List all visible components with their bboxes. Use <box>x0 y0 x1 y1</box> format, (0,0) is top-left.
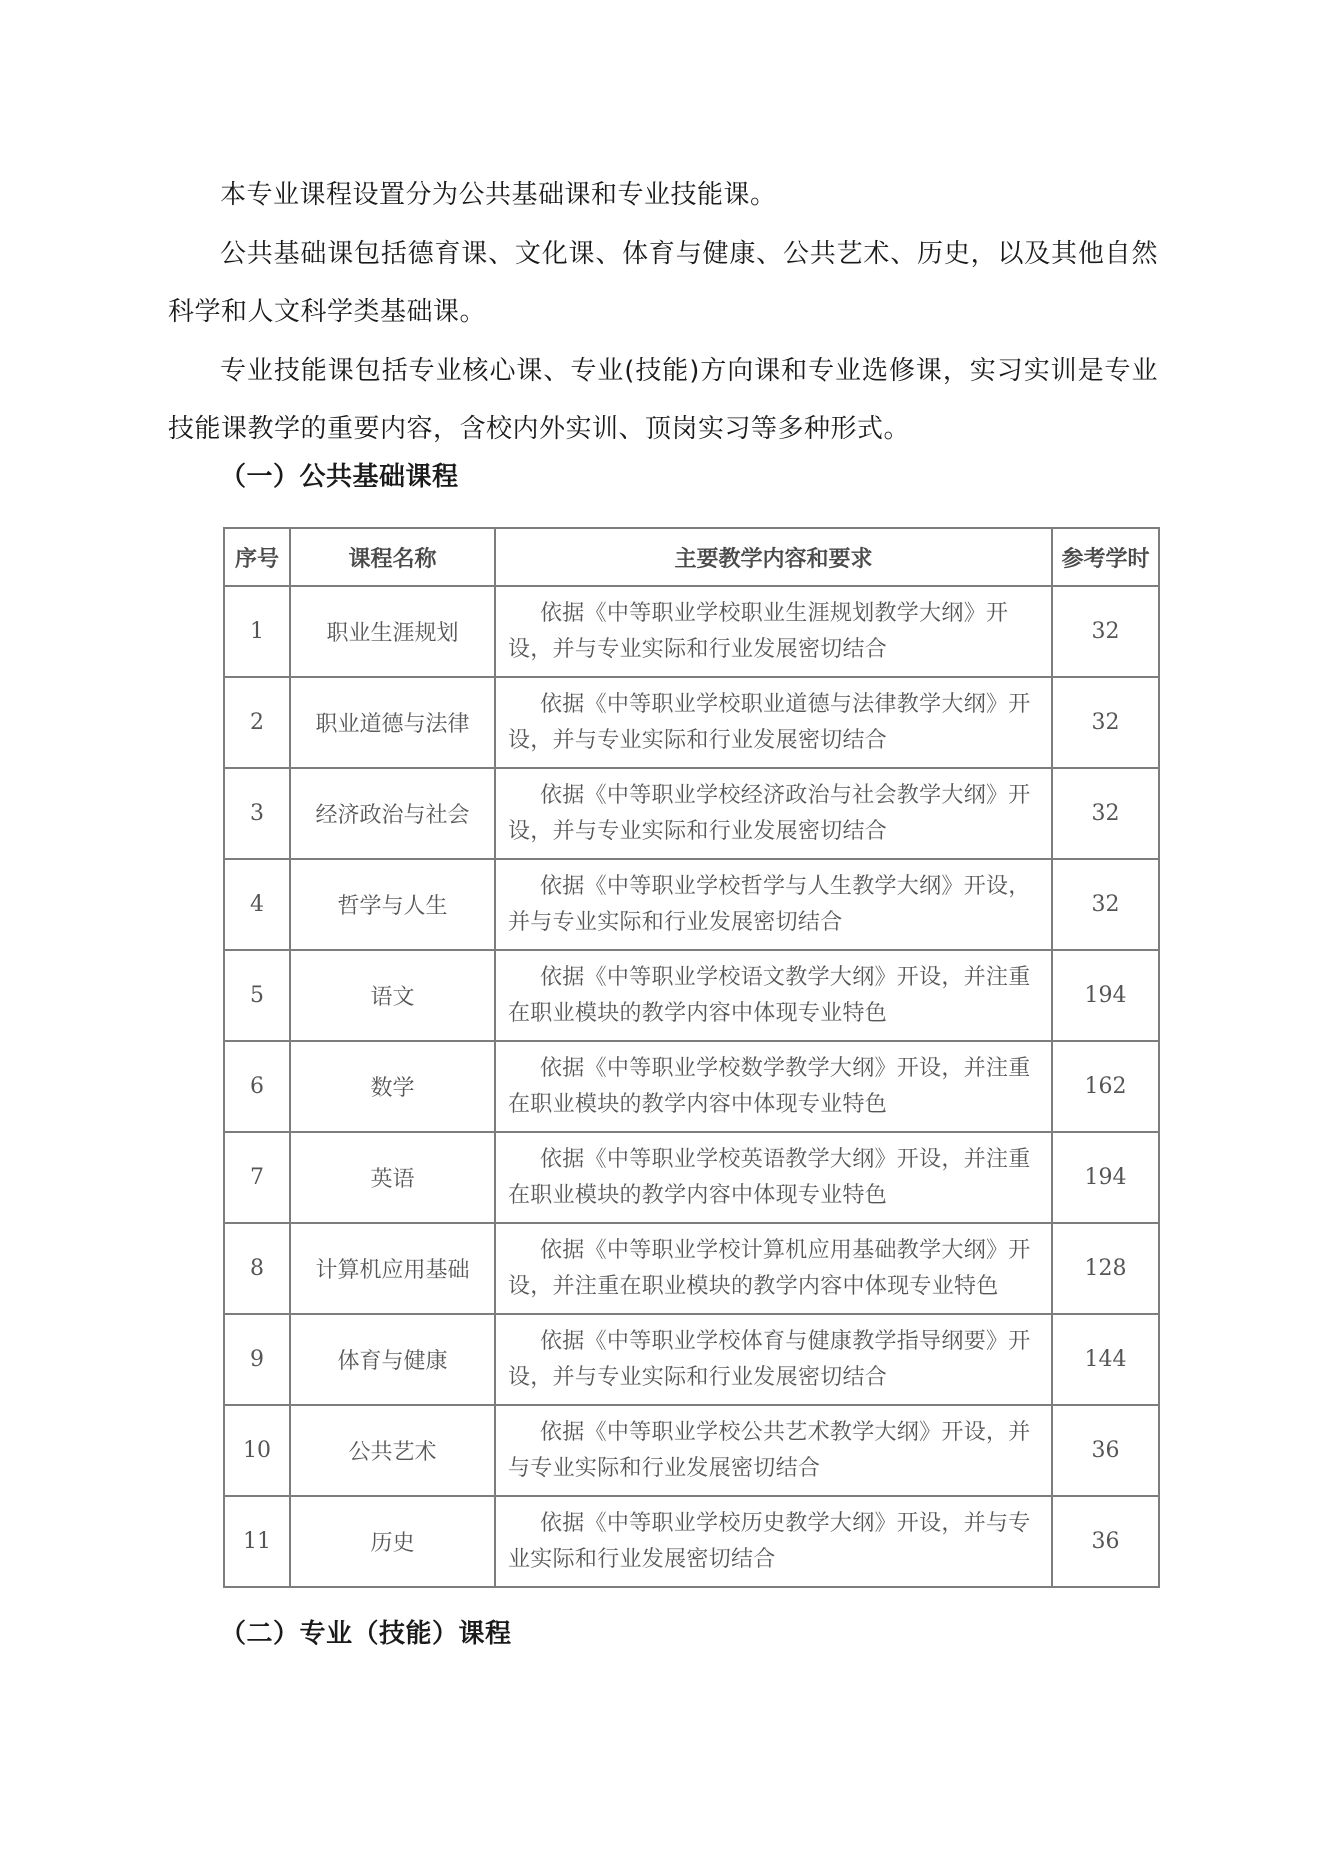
course-content: 依据《中等职业学校公共艺术教学大纲》开设，并与专业实际和行业发展密切结合 <box>495 1405 1052 1496</box>
row-number: 6 <box>224 1041 290 1132</box>
header-number: 序号 <box>224 528 290 586</box>
course-hours: 32 <box>1052 586 1159 677</box>
section-heading-public-courses: （一）公共基础课程 <box>220 462 459 492</box>
row-number: 2 <box>224 677 290 768</box>
course-name: 哲学与人生 <box>290 859 495 950</box>
table-row <box>224 1132 1159 1223</box>
table-row <box>224 1314 1159 1405</box>
course-name: 职业道德与法律 <box>290 677 495 768</box>
course-content: 依据《中等职业学校历史教学大纲》开设，并与专业实际和行业发展密切结合 <box>495 1496 1052 1587</box>
course-content: 依据《中等职业学校英语教学大纲》开设，并注重在职业模块的教学内容中体现专业特色 <box>495 1132 1052 1223</box>
course-name: 职业生涯规划 <box>290 586 495 677</box>
course-name: 经济政治与社会 <box>290 768 495 859</box>
table-header-row <box>224 528 1159 586</box>
table-row <box>224 1041 1159 1132</box>
header-content: 主要教学内容和要求 <box>495 528 1052 586</box>
table-row <box>224 586 1159 677</box>
course-name: 英语 <box>290 1132 495 1223</box>
course-content: 依据《中等职业学校体育与健康教学指导纲要》开设，并与专业实际和行业发展密切结合 <box>495 1314 1052 1405</box>
course-content: 依据《中等职业学校数学教学大纲》开设，并注重在职业模块的教学内容中体现专业特色 <box>495 1041 1052 1132</box>
section-heading-professional-courses: （二）专业（技能）课程 <box>220 1619 512 1649</box>
row-number: 11 <box>224 1496 290 1587</box>
table-row <box>224 859 1159 950</box>
intro-paragraph-3: 专业技能课包括专业核心课、专业(技能)方向课和专业选修课，实习实训是专业技能课教学的重要内容，含校内外实训、顶岗实习等多种形式。 <box>168 356 1158 444</box>
course-name: 公共艺术 <box>290 1405 495 1496</box>
row-number: 8 <box>224 1223 290 1314</box>
row-number: 5 <box>224 950 290 1041</box>
header-course-name: 课程名称 <box>290 528 495 586</box>
course-hours: 32 <box>1052 768 1159 859</box>
course-hours: 194 <box>1052 1132 1159 1223</box>
row-number: 4 <box>224 859 290 950</box>
course-content: 依据《中等职业学校职业生涯规划教学大纲》开设，并与专业实际和行业发展密切结合 <box>495 586 1052 677</box>
table-row <box>224 1496 1159 1587</box>
course-content: 依据《中等职业学校语文教学大纲》开设，并注重在职业模块的教学内容中体现专业特色 <box>495 950 1052 1041</box>
course-hours: 194 <box>1052 950 1159 1041</box>
course-content: 依据《中等职业学校哲学与人生教学大纲》开设，并与专业实际和行业发展密切结合 <box>495 859 1052 950</box>
course-name: 计算机应用基础 <box>290 1223 495 1314</box>
course-name: 体育与健康 <box>290 1314 495 1405</box>
table-row <box>224 1223 1159 1314</box>
row-number: 1 <box>224 586 290 677</box>
table-row <box>224 1405 1159 1496</box>
course-hours: 36 <box>1052 1496 1159 1587</box>
table-row <box>224 768 1159 859</box>
course-hours: 128 <box>1052 1223 1159 1314</box>
row-number: 10 <box>224 1405 290 1496</box>
course-name: 语文 <box>290 950 495 1041</box>
header-hours: 参考学时 <box>1052 528 1159 586</box>
intro-paragraph-1: 本专业课程设置分为公共基础课和专业技能课。 <box>220 180 777 210</box>
public-course-table <box>223 527 1160 1588</box>
course-hours: 32 <box>1052 677 1159 768</box>
course-hours: 32 <box>1052 859 1159 950</box>
intro-paragraph-2: 公共基础课包括德育课、文化课、体育与健康、公共艺术、历史，以及其他自然科学和人文科学类基础课。 <box>168 239 1158 327</box>
course-hours: 162 <box>1052 1041 1159 1132</box>
course-content: 依据《中等职业学校职业道德与法律教学大纲》开设，并与专业实际和行业发展密切结合 <box>495 677 1052 768</box>
course-content: 依据《中等职业学校经济政治与社会教学大纲》开设，并与专业实际和行业发展密切结合 <box>495 768 1052 859</box>
row-number: 9 <box>224 1314 290 1405</box>
course-content: 依据《中等职业学校计算机应用基础教学大纲》开设，并注重在职业模块的教学内容中体现专业特色 <box>495 1223 1052 1314</box>
course-hours: 144 <box>1052 1314 1159 1405</box>
table-row <box>224 950 1159 1041</box>
row-number: 3 <box>224 768 290 859</box>
table-row <box>224 677 1159 768</box>
course-name: 数学 <box>290 1041 495 1132</box>
row-number: 7 <box>224 1132 290 1223</box>
course-hours: 36 <box>1052 1405 1159 1496</box>
course-name: 历史 <box>290 1496 495 1587</box>
